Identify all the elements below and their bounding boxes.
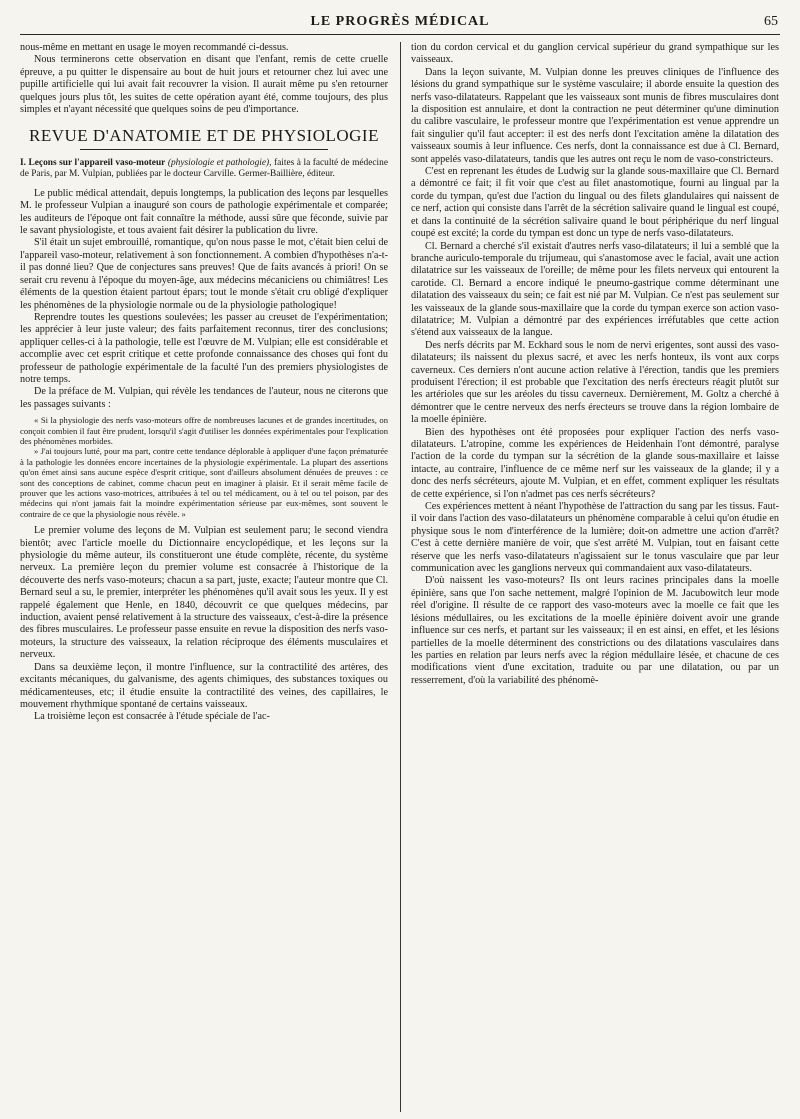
review-entry [20, 158, 388, 180]
running-title: LE PROGRÈS MÉDICAL [310, 14, 490, 29]
newspaper-page [20, 12, 780, 1112]
paragraph: D'où naissent les vaso-moteurs? Ils ont leurs racines principales dans la moelle épinière, sans que l'on sache nettement, malgré l'opinion de M. Jacubowitch leur mode réel d'origine. Il résulte de ce rapport des vaso-moteurs avec la moelle ce fait que les lésions médullaires, ou les excitations de la moelle épinière doivent avoir une grande influence sur ces nerfs, et partant sur les vaisseaux; il en est ainsi, en effet, et les lésions partielles de la moelle déterminent des constrictions ou des dilatations vasculaires dans les parties en relation par leurs nerfs avec la région médullaire lésée, et chacune de ces modifications vient d'une excitation, traduite ou par une dilatation, ou par un resserrement, d'où la variabilité des phénomè- [411, 575, 779, 686]
paragraph: Nous terminerons cette observation en disant que l'enfant, remis de cette cruelle épreuve, a pu quitter le dispensaire au bout de huit jours et retourner chez lui avec une pupille artificielle qui lui avait fait recouvrer la vision. Il aurait même pu s'en retourner quelques jours plus tôt, les suites de cette opération ayant été, comme toujours, des plus simples et n'ayant nécessité que quelques soins de peu d'importance. [20, 54, 388, 116]
paragraph: S'il était un sujet embrouillé, romantique, qu'on nous passe le mot, c'était bien celui de l'appareil vaso-moteur, relativement à son fonctionnement. A combien d'hypothèses n'a-t-il pas donné lieu? Que de conjectures sans preuves! Que de faits avancés à priori! On se serait cru revenu à l'époque du moyen-âge, aux médecins mécaniciens ou chimiâtres! Les éléments de la question étaient partout épars; tout le monde s'était cru obligé d'expliquer les phénomènes de la physiologie normale ou de la physiologie pathologique! [20, 237, 388, 311]
left-column [20, 42, 388, 1112]
section-divider [80, 149, 328, 150]
paragraph: Bien des hypothèses ont été proposées pour expliquer l'action des nerfs vaso-dilatateurs. L'atropine, comme les expériences de Heidenhain l'ont démontré, paralyse l'action de la corde du tympan sur la sécrétion de la glande sous-maxillaire et laisse intacte, au contraire, l'influence de ce même nerf sur les vaisseaux de la glande; il y a donc des nerfs sécréteurs, ajoute M. Vulpian, et en effet, comment expliquer les résultats de cette expérience, si l'on n'admet pas ces nerfs sécréteurs? [411, 426, 779, 500]
right-column [411, 42, 779, 1112]
section-title: REVUE D'ANATOMIE ET DE PHYSIOLOGIE [29, 126, 379, 146]
paragraph: Dans la leçon suivante, M. Vulpian donne les preuves cliniques de l'influence des lésions du grand sympathique sur le système vasculaire; il aborde ensuite la question des nerfs vaso-dilatateurs. Rappelant que les vaisseaux sont munis de fibres musculaires dont la disposition est annulaire, et dont la contraction ne peut déterminer qu'une diminution du calibre vasculaire, le professeur montre que l'expérimentation est venue apprendre un fait singulier qu'il faut accepter: il est des nerfs dont l'excitation amène la dilatation des vaisseaux soumis à leur influence. Ces nerfs, dont la connaissance est due à Cl. Bernard, sont appelés vaso-dilatateurs, tandis que les autres ont reçu le nom de vaso-constricteurs. [411, 66, 779, 165]
paragraph: Reprendre toutes les questions soulevées; les passer au creuset de l'expérimentation; les apprécier à leur juste valeur; des faits parfaitement reconnus, tirer des conclusions; appliquer celles-ci à la pathologie, telle est l'œuvre de M. Vulpian; elle est considérable et accomplie avec cet esprit critique et cette profonde connaissance des choses qui font du professeur de pathologie expérimentale de la faculté l'un des premiers physiologistes de notre temps. [20, 311, 388, 385]
quotation: » J'ai toujours lutté, pour ma part, contre cette tendance déplorable à appliquer d'une façon prématurée à la pathologie les données encore incertaines de la physiologie expérimentale. La plupart des assertions qu'on émet ainsi sans aucune espèce d'esprit critique, sont d'ailleurs absolument dénuées de preuves : ce sont des conceptions de cabinet, comme chacun peut en imaginer à plaisir. Et il serait même facile de prouver que les actions vaso-motrices, attribuées à tel ou tel médicament, ou à tel ou tel poison, par des médecins qui n'ont jamais fait la moindre expérimentation sérieuse par eux-mêmes, sont souvent le contraire de ce que la physiologie nous révèle. » [20, 446, 388, 519]
paragraph: Ces expériences mettent à néant l'hypothèse de l'attraction du sang par les tissus. Faut-il voir dans l'action des vaso-dilatateurs un phénomène comparable à celui qu'on étudie en physique sous le nom d'interférence de la lumière; doit-on admettre une action d'arrêt? C'est à cette dernière manière de voir, que s'est arrêté M. Vulpian, tout en faisant cette réserve que les nerfs vaso-dilatateurs n'agissaient sur le tonus vasculaire que par leur communication avec les ganglions nerveux qui commandaient aux vaso-dilatateurs. [411, 501, 779, 575]
quotation: « Si la physiologie des nerfs vaso-moteurs offre de nombreuses lacunes et de grandes incertitudes, on conçoit combien il faut être prudent, lorsqu'il s'agit d'utiliser les données expérimentales pour l'explication des phénomènes morbides. [20, 415, 388, 446]
paragraph: Le public médical attendait, depuis longtemps, la publication des leçons par lesquelles M. le professeur Vulpian a inauguré son cours de pathologie expérimentale et comparée; les auditeurs de l'époque ont fait connaître la méthode, aussi sûre que féconde, suivie par le savant physiologiste, et tous avaient fait désirer la publication du livre. [20, 187, 388, 237]
paragraph: C'est en reprenant les études de Ludwig sur la glande sous-maxillaire que Cl. Bernard a démontré ce fait; il fit voir que c'est au filet anastomotique, fourni au lingual par la corde du tympan, qu'est due l'action du lingual ou des filets glandulaires qui naissent de ce nerf, action qui consiste dans l'arrêt de la sécrétion salivaire quand le lingual est coupé, et dans la continuité de la sécrétion salivaire quand le bout périphérique du nerf lingual coupé est excité; la corde du tympan est donc un type de nerfs vaso-dilatateurs. [411, 166, 779, 240]
paragraph: De la préface de M. Vulpian, qui révèle les tendances de l'auteur, nous ne citerons que les passages suivants : [20, 386, 388, 410]
column-rule [400, 42, 401, 1112]
entry-subtitle: (physiologie et pathologie), [167, 157, 272, 168]
entry-title: I. Leçons sur l'appareil vaso-moteur [20, 157, 166, 168]
paragraph: Dans sa deuxième leçon, il montre l'influence, sur la contractilité des artères, des excitants mécaniques, du galvanisme, des agents chimiques, des substances toxiques ou médicamenteuses, etc; il étudie ensuite la contractilité des veines, des capillaires, le mouvement rhythmique spontané de certains vaisseaux. [20, 661, 388, 710]
entry-details: faites à la faculté de médecine de Paris, par M. Vulpian, publiées par le docteur Carville. Germer-Baillière, éditeur. [20, 157, 388, 179]
paragraph: Le premier volume des leçons de M. Vulpian est seulement paru; le second viendra bientôt; avec l'article moelle du Dictionnaire encyclopédique, et les leçons sur la physiologie du même auteur, ils constitueront une étude complète, récente, du système nerveux. La première leçon du premier volume est consacrée à l'historique de la découverte des nerfs vaso-moteurs; chacun a sa part, juste, exacte; l'auteur montre que Cl. Bernard seul a su, le premier, interpréter les phénomènes qu'il avait sous les yeux. Il y est rappelé également que Henle, en 1840, découvrit ce que quelques médecins, par induction, avaient pensé relativement à la structure des vaisseaux, c'est-à-dire la présence des fibres musculaires. Le professeur passe ensuite en revue la disposition des nerfs vaso-moteurs, la structure des vaisseaux, la relation réciproque des éléments musculaires et nerveux. [20, 525, 388, 661]
quotation-block [20, 415, 388, 519]
page-number: 65 [764, 14, 778, 29]
paragraph: La troisième leçon est consacrée à l'étude spéciale de l'ac- [34, 711, 270, 723]
text-columns [20, 42, 780, 1112]
paragraph: tion du cordon cervical et du ganglion cervical supérieur du grand sympathique sur les vaisseaux. [411, 42, 779, 66]
page-header [20, 12, 780, 35]
paragraph: nous-même en mettant en usage le moyen recommandé ci-dessus. [20, 42, 289, 53]
paragraph: Cl. Bernard a cherché s'il existait d'autres nerfs vaso-dilatateurs; il lui a semblé que la branche auriculo-temporale du trijumeau, qui s'anastomose avec le facial, avait une action dilatatrice sur les vaisseaux de l'oreille; de même pour les filets nerveux qui entourent la carotide. Cl. Bernard a encore indiqué le pneumo-gastrique comme déterminant une dilatation des vaisseaux du sein; ce fait est nié par M. Vulpian. Ce n'est pas seulement sur les vaisseaux de la glande sous-maxillaire que la corde du tympan exerce son action vaso-dilatatrice; M. Vulpian a démontré par des expériences irréfutables que cette action s'étend aux vaisseaux de la langue. [411, 240, 779, 339]
paragraph: Des nerfs décrits par M. Eckhard sous le nom de nervi erigentes, sont aussi des vaso-dilatateurs; ils naissent du plexus sacré, et avec les nerfs honteux, ils vont aux corps caverneux. Ces derniers n'ont aucune action relative à l'érection, tandis que les premiers produisent l'érection; il est probable que l'excitation des nerfs érecteurs réagit plutôt sur les artérioles que sur les aréoles du tissu caverneux. Dernièrement, M. Goltz a cherché à démontrer que le centre nerveux des nerfs érecteurs se trouve dans la région lombaire de la moelle épinière. [411, 339, 779, 426]
